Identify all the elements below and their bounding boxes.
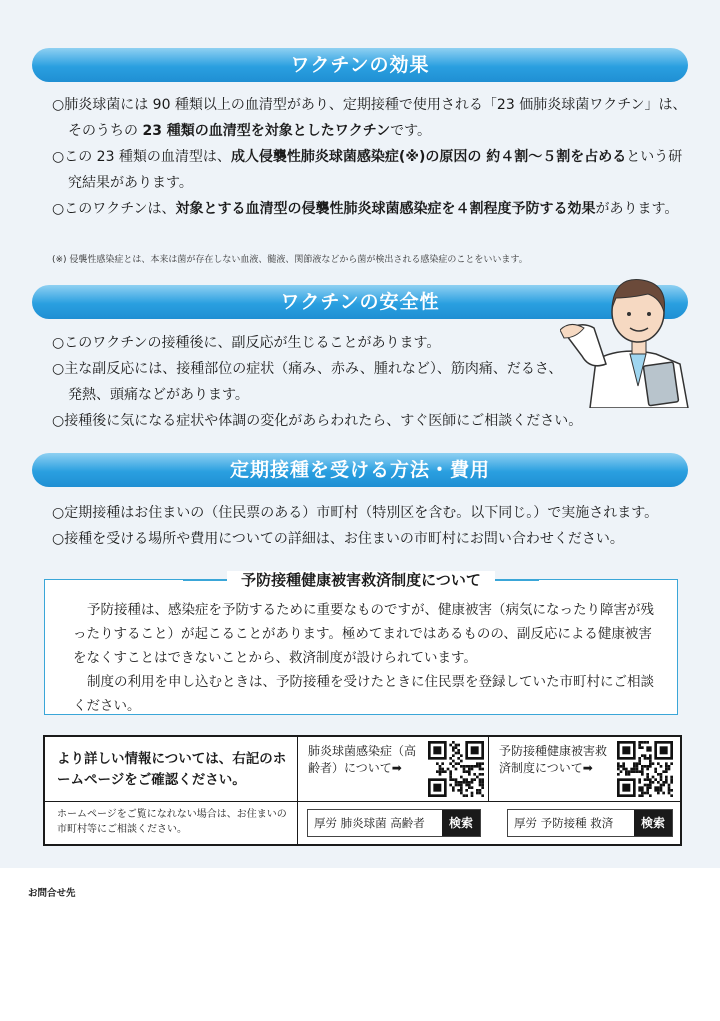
safety-item-1: ○このワクチンの接種後に、副反応が生じることがあります。 (52, 335, 441, 351)
method-item-2: ○接種を受ける場所や費用についての詳細は、お住まいの市町村にお問い合わせください。 (52, 531, 624, 547)
safety-section-title: ワクチンの安全性 (32, 285, 688, 319)
info-lead-cell (45, 737, 298, 802)
relief-box (44, 571, 678, 715)
safety-item-2: ○主な副反応には、接種部位の症状（痛み、赤み、腫れなど）、筋肉痛、だるさ、発熱、頭痛などがあります。 (52, 361, 563, 403)
effect-text (52, 92, 692, 222)
relief-paragraph-2: 制度の利用を申し込むときは、予防接種を受けたときに住民票を登録していた市町村にご相談ください。 (73, 674, 654, 714)
relief-body (73, 598, 665, 718)
info-sub-cell (45, 802, 298, 844)
search-query-1: 厚労 肺炎球菌 高齢者 (314, 816, 425, 830)
link2-cell[interactable] (489, 737, 680, 802)
search-query-2: 厚労 予防接種 救済 (514, 816, 614, 830)
search-button-1[interactable]: 検索 (442, 810, 480, 836)
safety-text-last (52, 408, 692, 434)
effect-item-3: ○このワクチンは、対象とする血清型の侵襲性肺炎球菌感染症を４割程度予防する効果があります。 (52, 201, 679, 217)
info-lead-text: より詳しい情報については、右記のホームページをご確認ください。 (57, 751, 287, 788)
method-item-1: ○定期接種はお住まいの（住民票のある）市町村（特別区を含む。以下同じ。）で実施されます。 (52, 505, 659, 521)
doctor-illustration-icon (560, 268, 690, 408)
relief-title: 予防接種健康被害救済制度について (45, 569, 677, 590)
info-box (43, 735, 682, 846)
search-box-1[interactable] (307, 809, 481, 837)
effect-item-2: ○この 23 種類の血清型は、成人侵襲性肺炎球菌感染症(※)の原因の 約４割～５割を占めるという研究結果があります。 (52, 149, 683, 191)
search-button-2[interactable]: 検索 (634, 810, 672, 836)
link2-text[interactable]: 予防接種健康被害救済制度について➡ (499, 744, 608, 775)
info-sub-text: ホームページをご覧になれない場合は、お住まいの市町村等にご相談ください。 (57, 809, 287, 835)
search-box-2[interactable] (507, 809, 673, 837)
qr-code-icon[interactable] (428, 741, 484, 797)
relief-paragraph-1: 予防接種は、感染症を予防するために重要なものですが、健康被害（病気になったり障害が残ったりすること）が起こることがあります。極めてまれではあるものの、副反応による健康被害をなくすことはできないことから、救済制度が設けられています。 (73, 602, 654, 666)
link1-text[interactable]: 肺炎球菌感染症（高齢者）について➡ (308, 744, 417, 775)
effect-section-title: ワクチンの効果 (32, 48, 688, 82)
effect-item-1: ○肺炎球菌には 90 種類以上の血清型があり、定期接種で使用される「23 価肺炎球菌ワクチン」は、そのうちの 23 種類の血清型を対象としたワクチンです。 (52, 97, 687, 139)
link1-cell[interactable] (298, 737, 489, 802)
method-text (52, 500, 702, 552)
qr-code-icon[interactable] (617, 741, 673, 797)
safety-text (52, 330, 572, 408)
effect-footnote: (※) 侵襲性感染症とは、本来は菌が存在しない血液、髄液、関節液などから菌が検出される感染症のことをいいます。 (52, 255, 528, 265)
method-section-title: 定期接種を受ける方法・費用 (32, 453, 688, 487)
contact-label: お問合せ先 (28, 888, 76, 899)
safety-item-3: ○接種後に気になる症状や体調の変化があらわれたら、すぐ医師にご相談ください。 (52, 413, 583, 429)
